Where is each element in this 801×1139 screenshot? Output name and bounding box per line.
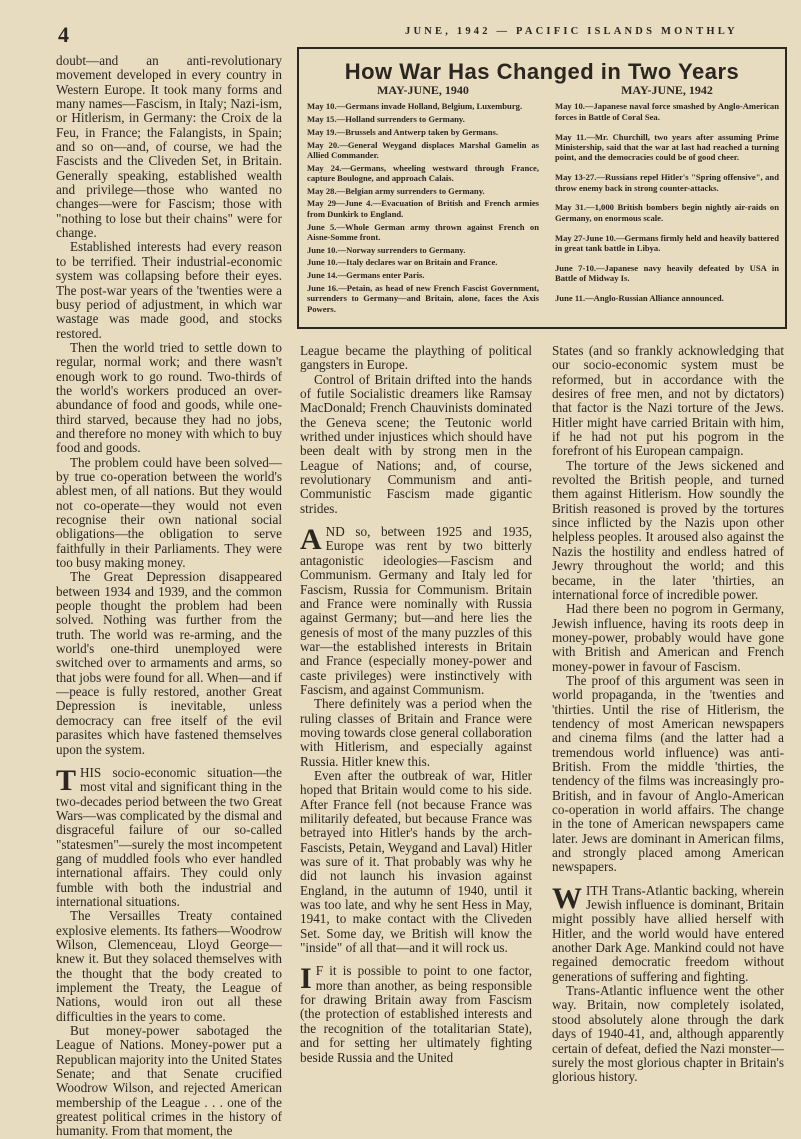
box-title: How War Has Changed in Two Years <box>344 59 740 84</box>
paragraph: The proof of this argument was seen in world propaganda, in the 'twenties and 'thirties. Until the rise of Hitlerism, the tendency of most American newspapers and cinema films (and the latter had a tremendous world influence) was anti-British. From the middle 'thirties, the tendency of the films was increasingly pro-British, and in favour of Anglo-American co-operation in world affairs. The change in the tone of American newspapers came later. Jews are dominant in American films, and strongly placed among American newspapers. <box>552 672 784 875</box>
paragraph: There definitely was a period when the ruling classes of Britain and France were moving towards close general collaboration with Hitlerism, and especially against Russia. Hitler knew this. <box>300 696 532 769</box>
paragraph: The torture of the Jews sickened and revolted the British people, and turned them against Hitlerism. How soundly the British reasoned is proved by the tortures since inflicted by the Nazis upon other helpless peoples. It aroused also against the Nazis the hostility and endless hatred of Jewry throughout the world; and this became, in the later 'thirties, an international force of incredible power. <box>552 457 784 602</box>
paragraph: Then the world tried to settle down to regular, normal work; and there wasn't enough work to go round. Two-thirds of the world's workers produced an over-abundance of food and goods, while one-third starved, because they had no jobs, and therefore no money with which to buy food and goods. <box>56 339 282 456</box>
timeline-event: May 10.—Japanese naval force smashed by Anglo-American forces in Battle of Coral Sea. <box>555 101 779 122</box>
column-3 <box>552 344 784 1085</box>
paragraph: Established interests had every reason to be terrified. Their industrial-economic system was collapsing before their eyes. The post-war years of the 'twenties were a busy period of adjustment, in which war wastage was made good, and stocks restored. <box>56 239 282 341</box>
paragraph: Had there been no pogrom in Germany, Jewish influence, having its roots deep in money-power, probably would have gone with British and American and French money-power in favour of Fascism. <box>552 601 784 674</box>
paragraph-with-initial <box>300 964 532 1064</box>
timeline-event: May 24.—Germans, wheeling westward through France, capture Boulogne, and approach Calais. <box>307 162 539 184</box>
paragraph: doubt—and an anti-revolutionary movement developed in every country in Western Europe. It took many forms and many names—Fascism, in Italy; Nazi-ism, or Hitlerism, in Germany: the Croix de la Feu, in France; the Falangists, in Spain; and so on—and, of course, we had the Fascists and the Cliveden Set, in Britain. Generally speaking, established wealth and privilege—those who wanted no changes—were for Fascism; those with "nothing to lose but their chains" were for change. <box>56 53 282 241</box>
column-1 <box>56 54 282 1139</box>
timeline-event: May 29—June 4.—Evacuation of British and French armies from Dunkirk to England. <box>307 198 539 219</box>
paragraph: Control of Britain drifted into the hands of futile Socialistic dreamers like Ramsay MacDonald; French Chauvinists dominated the Geneva scene; the Teutonic world writhed under injustices which should have been dealt with by strong men in the League of Nations; and, of course, revolutionary Communism and anti-Communistic Fascism made gigantic strides. <box>300 371 532 516</box>
timeline-event: June 5.—Whole German army thrown against French on Aisne-Somme front. <box>307 221 539 242</box>
paragraph: States (and so frankly acknowledging that our socio-economic system must be reformed, but in accordance with the desires of free men, and not by dictators) that factor is the Nazi torture of the Jews. Hitler might have carried Britain with him, if he had not put his pogrom in the forefront of his European campaign. <box>552 343 784 459</box>
paragraph: Trans-Atlantic influence went the other way. Britain, now completely isolated, stood absolutely alone through the dark days of 1940-41, and, although apparently certain of defeat, defied the Nazi monster—surely the most glorious chapter in Britain's glorious history. <box>552 983 784 1085</box>
drop-cap: I <box>300 962 312 996</box>
paragraph-with-initial <box>56 763 282 909</box>
drop-cap: T <box>56 763 77 797</box>
timeline-event: May 13-27.—Russians repel Hitler's "Spring offensive", and throw enemy back in strong counter-attacks. <box>555 172 779 193</box>
drop-cap: A <box>300 523 322 557</box>
paragraph: The Great Depression disappeared between 1934 and 1939, and the common people thought the problem had been solved. Nothing was further from the truth. The world was re-arming, and the world's one-third unemployed were switched over to armaments and arms, so that jobs were found for all. When—and if—peace is fully restored, another Great Depression is inevitable, unless democracy can free itself of the evil parasites which have fastened themselves upon the system. <box>56 569 282 757</box>
timeline-event: June 10.—Norway surrenders to Germany. <box>307 244 466 255</box>
paragraph: The problem could have been solved—by true co-operation between the world's ablest men, of all nations. But they would not co-operate—they would not even recognise their own national social obligations—the obligation to serve faithfully in their Parliaments. They were too busy making money. <box>56 454 282 571</box>
timeline-event: June 14.—Germans enter Paris. <box>307 270 425 281</box>
page-number: 4 <box>58 22 69 47</box>
timeline-heading-1942: MAY-JUNE, 1942 <box>621 83 713 97</box>
paragraph-text: HIS socio-economic situation—the most vital and significant thing in the two-decades period between the two Great Wars—was complicated by the dismal and disgraceful failure of our so-called "statesmen"—surely the most incompetent gang of muddled fools who ever handled international affairs. They could only fumble with both the industrial and international situations. <box>56 764 282 909</box>
timeline-box <box>297 47 787 329</box>
column-2 <box>300 344 532 1065</box>
paragraph: But money-power sabotaged the League of Nations. Money-power put a Republican majority into the United States Senate; and that Senate crucified Woodrow Wilson, and rejected American membership of the League . . . one of the greatest political crimes in the history of humanity. From that moment, the <box>56 1023 282 1139</box>
drop-cap: W <box>552 881 582 915</box>
paragraph-text: ND so, between 1925 and 1935, Europe was rent by two bitterly antagonistic ideologies—Fascism and Communism. Germany and Italy led for Fascism, Russia for Communism. Britain and France were nominally with Russia against Germany; but—and here lies the genesis of most of the many puzzles of this war—the established interests in Britain and France (especially money-power and caste privileges) were instinctively with Fascism, and against Communism. <box>300 524 532 697</box>
timeline-event: May 28.—Belgian army surrenders to Germany. <box>307 185 485 196</box>
timeline-event: June 7-10.—Japanese navy heavily defeated by USA in Battle of Midway Is. <box>555 262 779 284</box>
timeline-event: May 10.—Germans invade Holland, Belgium, Luxemburg. <box>307 101 523 112</box>
timeline-event: May 15.—Holland surrenders to Germany. <box>307 114 465 125</box>
timeline-1940 <box>307 85 539 316</box>
timeline-event: May 19.—Brussels and Antwerp taken by Germans. <box>307 126 498 137</box>
paragraph-with-initial <box>300 525 532 697</box>
paragraph: The Versailles Treaty contained explosive elements. Its fathers—Woodrow Wilson, Clemenceau, Lloyd George—knew it. But they solaced themselves with the thought that the body created to implement the Treaty, the League of Nations, would iron out all these difficulties in the years to come. <box>56 908 282 1024</box>
timeline-event: June 10.—Italy declares war on Britain and France. <box>307 257 498 268</box>
paragraph: Even after the outbreak of war, Hitler hoped that Britain would come to his side. After France fell (not because France was militarily defeated, but because France was betrayed into Hitler's hands by the arch-Fascists, Petain, Weygand and Laval) Hitler was sure of it. That probably was why he did not launch his invasion against England, in the autumn of 1940, until it was too late, and why he sent Hess in May, 1941, to make contact with the Cliveden Set. Some day, we British will know the "inside" of all that—and it will rock us. <box>300 767 532 956</box>
timeline-event: May 20.—General Weygand displaces Marshal Gamelin as Allied Commander. <box>307 139 539 160</box>
running-head: JUNE, 1942 — PACIFIC ISLANDS MONTHLY <box>405 26 738 37</box>
timeline-event: May 27-June 10.—Germans firmly held and heavily battered in great tank battle in Libya. <box>555 232 779 254</box>
timeline-1942 <box>555 85 779 313</box>
timeline-event: May 11.—Mr. Churchill, two years after assuming Prime Ministership, said that the war at last had reached a turning point, and the democracies could be of good cheer. <box>555 131 779 163</box>
paragraph-with-initial <box>552 881 784 984</box>
timeline-event: June 11.—Anglo-Russian Alliance announced. <box>555 293 724 304</box>
timeline-event: May 31.—1,000 British bombers begin nightly air-raids on Germany, on enormous scale. <box>555 202 779 223</box>
timeline-heading-1940: MAY-JUNE, 1940 <box>377 83 469 97</box>
paragraph-text: ITH Trans-Atlantic backing, wherein Jewish influence is dominant, Britain might possibly have allied herself with Hitler, and the world would have entered another Dark Age. Mankind could not have regained democratic freedom without generations of suffering and fighting. <box>552 882 784 984</box>
paragraph-text: F it is possible to point to one factor, more than another, as being responsible for drawing Britain away from Fascism (the protection of established interests and the recognition of the totalitarian State), and for setting her ultimately fighting beside Russia and the United <box>300 963 532 1065</box>
timeline-event: June 16.—Petain, as head of new French Fascist Government, surrenders to Germany—and Britain, alone, faces the Axis Powers. <box>307 282 539 314</box>
paragraph: League became the plaything of political gangsters in Europe. <box>300 343 532 373</box>
